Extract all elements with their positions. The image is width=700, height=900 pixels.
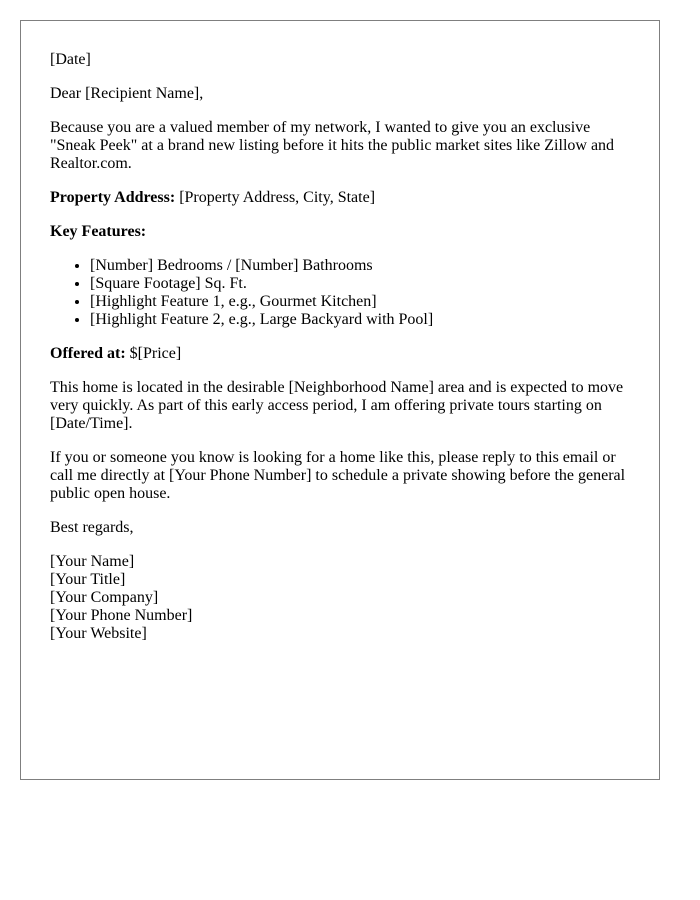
key-features-list — [50, 257, 630, 329]
key-features-label: Key Features: — [50, 223, 147, 240]
property-address-label: Property Address: — [50, 189, 176, 206]
location-paragraph: This home is located in the desirable [Neighborhood Name] area and is expected to move very quickly. As part of this early access period, I am offering private tours starting on [Date/Time]. — [50, 379, 624, 432]
offered-price — [50, 345, 630, 363]
contact-paragraph: If you or someone you know is looking for a home like this, please reply to this email or call me directly at [Your Phone Number] to schedule a private showing before the general public open house. — [50, 449, 626, 502]
letter-container — [20, 20, 660, 780]
signature-website: [Your Website] — [50, 625, 147, 642]
list-item: • [Highlight Feature 1, e.g., Gourmet Kitchen] — [90, 293, 630, 311]
property-address-value: [Property Address, City, State] — [175, 189, 376, 206]
letter-date: [Date] — [50, 51, 91, 68]
offered-value: $[Price] — [125, 345, 182, 362]
salutation: Dear [Recipient Name], — [50, 85, 204, 102]
signature-phone: [Your Phone Number] — [50, 607, 193, 624]
intro-paragraph: Because you are a valued member of my network, I wanted to give you an exclusive "Sneak Peek" at a brand new listing before it hits the public market sites like Zillow and Realtor.com. — [50, 119, 615, 172]
signature-company: [Your Company] — [50, 589, 159, 606]
list-item: • [Highlight Feature 2, e.g., Large Backyard with Pool] — [90, 311, 630, 329]
signature-name: [Your Name] — [50, 553, 135, 570]
property-address — [50, 189, 630, 207]
signature-block — [50, 553, 630, 643]
offered-label: Offered at: — [50, 345, 126, 362]
list-item: • [Number] Bedrooms / [Number] Bathrooms — [90, 257, 630, 275]
list-item: • [Square Footage] Sq. Ft. — [90, 275, 630, 293]
signature-title: [Your Title] — [50, 571, 126, 588]
key-features-heading — [50, 223, 630, 241]
closing: Best regards, — [50, 519, 134, 536]
